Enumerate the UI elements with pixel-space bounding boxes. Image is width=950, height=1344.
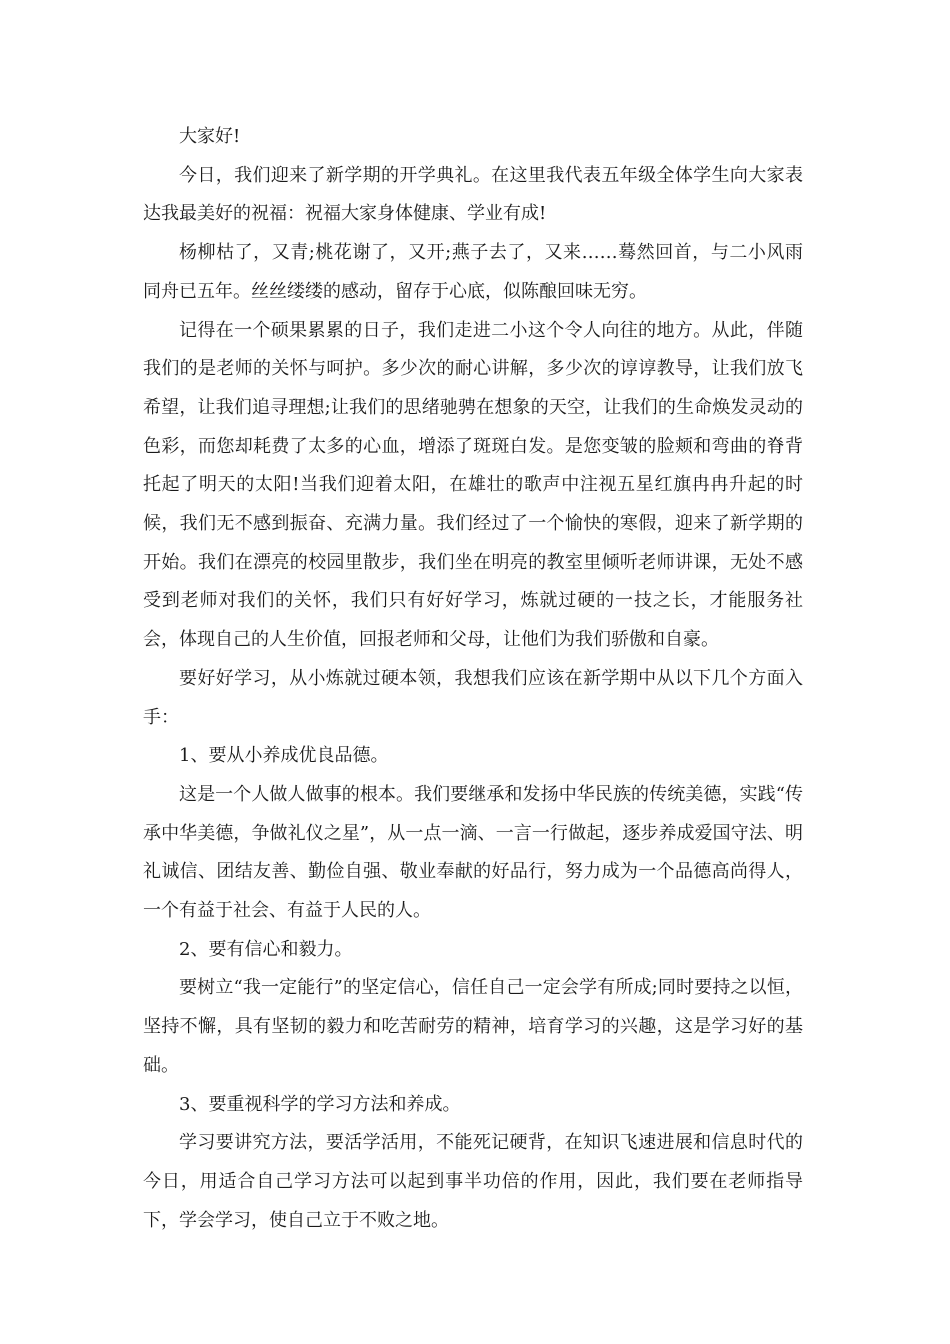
opening-paragraph: 今日，我们迎来了新学期的开学典礼。在这里我代表五年级全体学生向大家表达我最美好的祝福：祝福大家身体健康、学业有成! <box>143 164 803 225</box>
document-page <box>143 118 803 1240</box>
point-1-heading: 1、要从小养成优良品德。 <box>179 745 389 767</box>
point-3-heading: 3、要重视科学的学习方法和养成。 <box>179 1093 461 1115</box>
reflection-paragraph: 杨柳枯了，又青;桃花谢了，又开;燕子去了，又来……蓦然回首，与二小风雨同舟已五年。丝丝缕缕的感动，留存于心底，似陈酿回味无穷。 <box>143 242 803 302</box>
point-1-body: 这是一个人做人做事的根本。我们要继承和发扬中华民族的传统美德，实践“传承中华美德，争做礼仪之星”，从一点一滴、一言一行做起，逐步养成爱国守法、明礼诚信、团结友善、勤俭自强、敬业奉献的好品行，努力成为一个品德高尚得人，一个有益于社会、有益于人民的人。 <box>143 783 803 922</box>
intro-points-paragraph: 要好好学习，从小炼就过硬本领，我想我们应该在新学期中从以下几个方面入手： <box>143 667 803 728</box>
point-2-body: 要树立“我一定能行”的坚定信心，信任自己一定会学有所成;同时要持之以恒，坚持不懈，具有坚韧的毅力和吃苦耐劳的精神，培育学习的兴趣，这是学习好的基础。 <box>143 977 803 1076</box>
greeting-paragraph: 大家好! <box>179 126 241 147</box>
point-3-body: 学习要讲究方法，要活学活用，不能死记硬背，在知识飞速进展和信息时代的今日，用适合自己学习方法可以起到事半功倍的作用，因此，我们要在老师指导下，学会学习，使自己立于不败之地。 <box>143 1132 803 1231</box>
memories-paragraph: 记得在一个硕果累累的日子，我们走进二小这个令人向往的地方。从此，伴随我们的是老师的关怀与呵护。多少次的耐心讲解，多少次的谆谆教导，让我们放飞希望，让我们追寻理想;让我们的思绪驰骋在想象的天空，让我们的生命焕发灵动的色彩，而您却耗费了太多的心血，增添了斑斑白发。是您变皱的脸颊和弯曲的脊背托起了明天的太阳!当我们迎着太阳，在雄壮的歌声中注视五星红旗冉冉升起的时候，我们无不感到振奋、充满力量。我们经过了一个愉快的寒假，迎来了新学期的开始。我们在漂亮的校园里散步，我们坐在明亮的教室里倾听老师讲课，无处不感受到老师对我们的关怀，我们只有好好学习，炼就过硬的一技之长，才能服务社会，体现自己的人生价值，回报老师和父母，让他们为我们骄傲和自豪。 <box>143 319 803 651</box>
point-2-heading: 2、要有信心和毅力。 <box>179 938 353 960</box>
